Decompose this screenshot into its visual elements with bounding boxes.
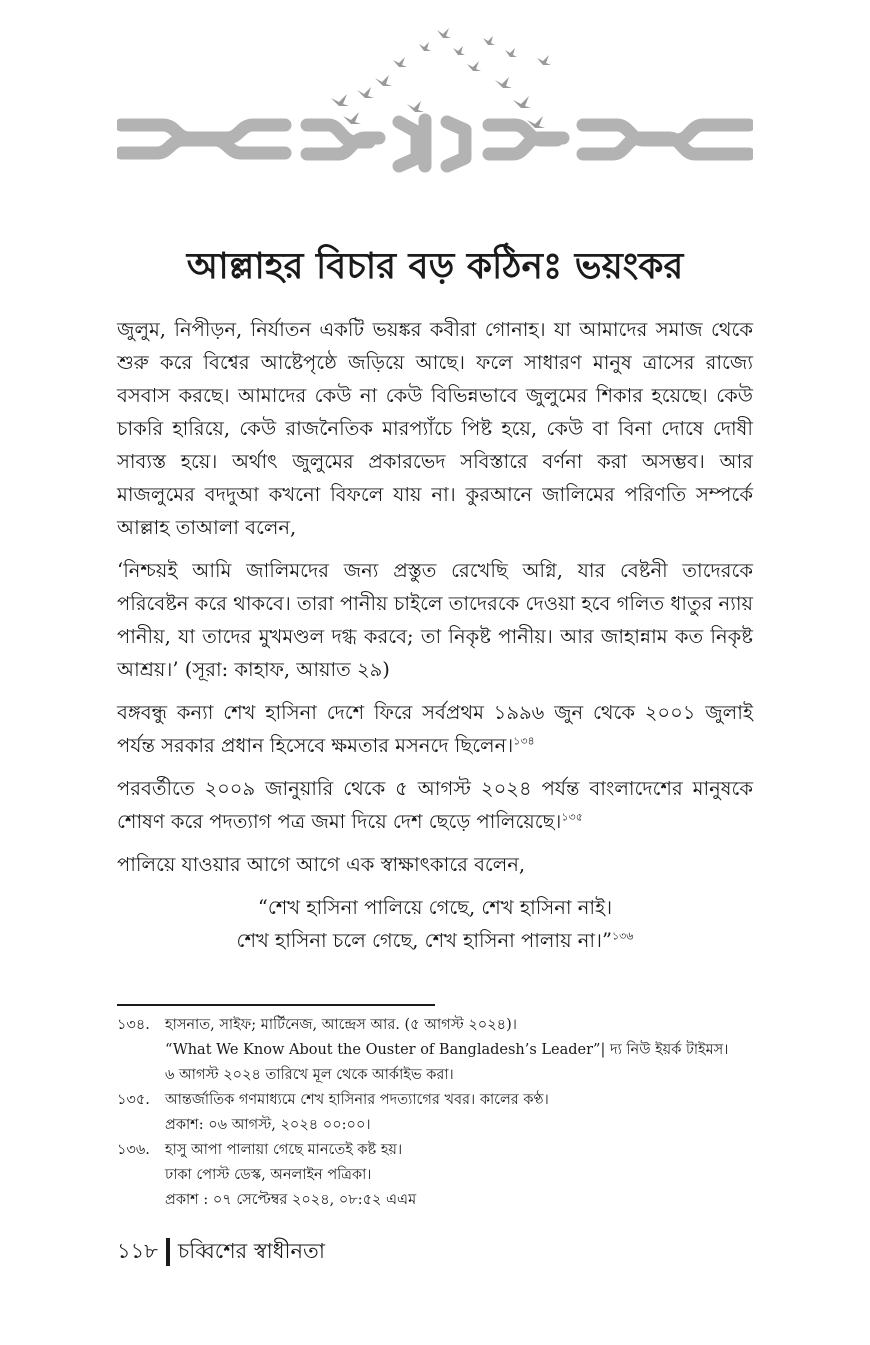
paragraph-first-term-text: বঙ্গবন্ধু কন্যা শেখ হাসিনা দেশে ফিরে সর্বপ্রথম ১৯৯৬ জুন থেকে ২০০১ জুলাই পর্যন্ত সরকার প্রধান হিসেবে ক্ষমতার মসনদে ছিলেন। <box>117 701 753 757</box>
quote-line-1: “শেখ হাসিনা পালিয়ে গেছে, শেখ হাসিনা নাই। <box>257 896 613 919</box>
footnote-135 <box>117 1088 757 1138</box>
interview-quote <box>117 891 753 957</box>
footnote-line: প্রকাশ: ০৬ আগস্ট, ২০২৪ ০০:০০। <box>165 1117 371 1133</box>
footnote-text <box>165 1138 757 1213</box>
footnote-ref-135[interactable]: ১৩৫ <box>561 810 583 824</box>
footnote-136 <box>117 1138 757 1213</box>
paragraph-first-term <box>117 696 753 762</box>
paragraph-intro: জুলুম, নিপীড়ন, নির্যাতন একটি ভয়ঙ্কর কবীরা গোনাহ। যা আমাদের সমাজ থেকে শুরু করে বিশ্বের আষ্টেপৃষ্ঠে জড়িয়ে আছে। ফলে সাধারণ মানুষ ত্রাসের রাজ্যে বসবাস করছে। আমাদের কেউ না কেউ বিভিন্নভাবে জুলুমের শিকার হয়েছে। কেউ চাকরি হারিয়ে, কেউ রাজনৈতিক মারপ্যাঁচে পিষ্ট হয়ে, কেউ বা বিনা দোষে দোষী সাব্যস্ত হয়ে। অর্থাৎ জুলুমের প্রকারভেদ সবিস্তারে বর্ণনা করা অসম্ভব। আর মাজলুমের বদদুআ কখনো বিফলে যায় না। কুরআনে জালিমের পরিণতি সম্পর্কে আল্লাহ তাআলা বলেন, <box>117 318 753 539</box>
footnote-line: “What We Know About the Ouster of Bangladesh’s Leader”| দ্য নিউ ইয়র্ক টাইমস। <box>165 1042 729 1058</box>
broken-chain-with-birds-icon <box>117 20 753 180</box>
paragraph-second-term-text: পরবর্তীতে ২০০৯ জানুয়ারি থেকে ৫ আগস্ট ২০২৪ পর্যন্ত বাংলাদেশের মানুষকে শোষণ করে পদত্যাগ পত্র জমা দিয়ে দেশ ছেড়ে পালিয়েছে। <box>117 777 753 833</box>
footnote-divider <box>117 1004 435 1006</box>
footnote-line: ৬ আগস্ট ২০২৪ তারিখে মূল থেকে আর্কাইভ করা। <box>165 1067 454 1083</box>
body-text <box>117 313 753 957</box>
footnote-line: হাসু আপা পালায়া গেছে মানতেই কষ্ট হয়। <box>165 1142 403 1158</box>
footnote-line: ঢাকা পোস্ট ডেস্ক, অনলাইন পত্রিকা। <box>165 1167 372 1183</box>
footnotes <box>117 1013 757 1213</box>
page-footer <box>117 1234 325 1270</box>
paragraph-interview-intro: পালিয়ে যাওয়ার আগে আগে এক স্বাক্ষাৎকারে বলেন, <box>117 853 526 876</box>
footnote-ref-136[interactable]: ১৩৬ <box>612 929 634 943</box>
chapter-banner <box>117 20 753 180</box>
footnote-line: হাসনাত, সাইফ; মার্টিনেজ, আন্দ্রেস আর. (৫ আগস্ট ২০২৪)। <box>165 1017 517 1033</box>
footer-separator <box>166 1238 170 1266</box>
book-title: চব্বিশের স্বাধীনতা <box>177 1238 325 1263</box>
footnote-line: আন্তর্জাতিক গণমাধ্যমে শেখ হাসিনার পদত্যাগের খবর। কালের কণ্ঠ। <box>165 1092 549 1108</box>
footnote-number: ১৩৬. <box>117 1142 150 1158</box>
paragraph-quran-quote: ‘নিশ্চয়ই আমি জালিমদের জন্য প্রস্তুত রেখেছি অগ্নি, যার বেষ্টনী তাদেরকে পরিবেষ্টন করে থাকবে। তারা পানীয় চাইলে তাদেরকে দেওয়া হবে গলিত ধাতুর ন্যায় পানীয়, যা তাদের মুখমণ্ডল দগ্ধ করবে; তা নিকৃষ্ট পানীয়। আর জাহান্নাম কত নিকৃষ্ট আশ্রয়।’ (সূরা: কাহাফ, আয়াত ২৯) <box>117 559 753 681</box>
footnote-line: প্রকাশ : ০৭ সেপ্টেম্বর ২০২৪, ০৮:৫২ এএম <box>165 1192 417 1208</box>
quote-line-2: শেখ হাসিনা চলে গেছে, শেখ হাসিনা পালায় না।” <box>236 929 612 952</box>
page-number: ১১৮ <box>117 1238 158 1263</box>
page-title: আল্লাহর বিচার বড় কঠিনঃ ভয়ংকর <box>186 246 684 287</box>
quote-line-2-wrapper <box>117 924 753 957</box>
footnote-ref-134[interactable]: ১৩৪ <box>513 734 535 748</box>
footnote-text <box>165 1013 757 1088</box>
footnote-number: ১৩৫. <box>117 1092 150 1108</box>
paragraph-second-term <box>117 772 753 838</box>
footnote-number: ১৩৪. <box>117 1017 150 1033</box>
footnote-134 <box>117 1013 757 1088</box>
footnote-text <box>165 1088 757 1138</box>
